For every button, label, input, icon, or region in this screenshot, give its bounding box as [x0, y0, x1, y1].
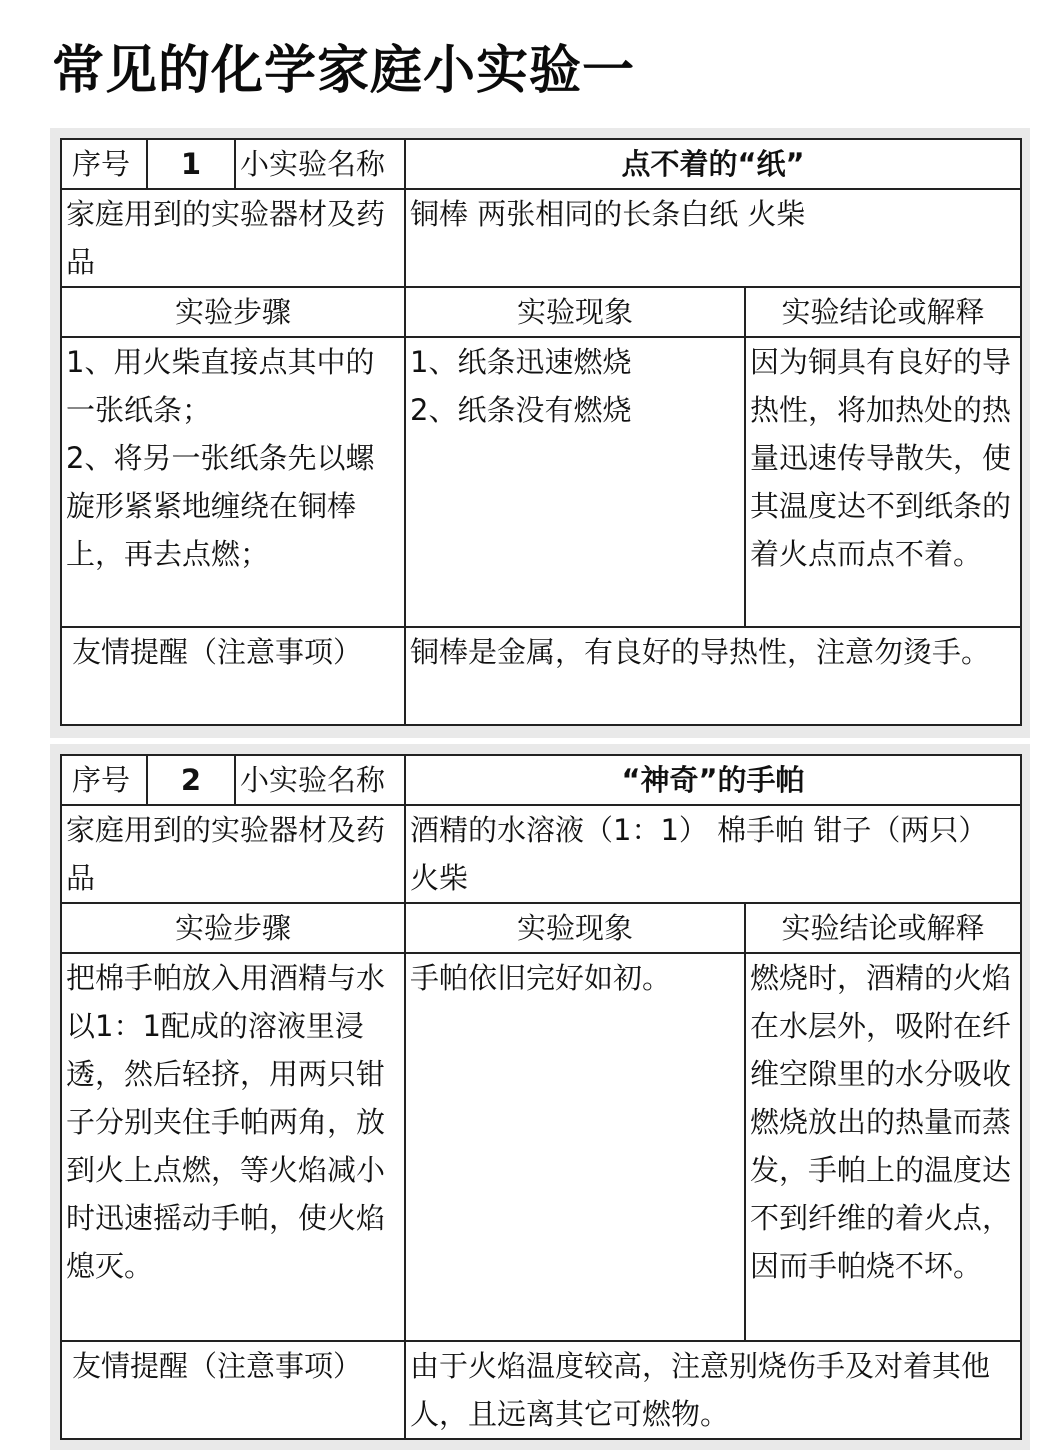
materials-label: 家庭用到的实验器材及药品 [61, 189, 405, 287]
tip-label: 友情提醒（注意事项） [61, 627, 405, 725]
steps-text: 把棉手帕放入用酒精与水以1：1配成的溶液里浸透，然后轻挤，用两只钳子分别夹住手帕两角，放到火上点燃，等火焰减小时迅速摇动手帕，使火焰熄灭。 [61, 953, 405, 1341]
steps-header: 实验步骤 [61, 287, 405, 337]
seq-label: 序号 [61, 755, 147, 805]
page-title: 常见的化学家庭小实验一 [52, 41, 636, 101]
conclusion-header: 实验结论或解释 [745, 287, 1021, 337]
seq-number: 1 [147, 139, 235, 189]
materials-label: 家庭用到的实验器材及药品 [61, 805, 405, 903]
name-label: 小实验名称 [235, 139, 405, 189]
tip-text: 铜棒是金属，有良好的导热性，注意勿烫手。 [405, 627, 1021, 725]
conclusion-text: 因为铜具有良好的导热性，将加热处的热量迅速传导散失，使其温度达不到纸条的着火点而点不着。 [745, 337, 1021, 627]
experiment-name: 点不着的“纸” [405, 139, 1021, 189]
name-label: 小实验名称 [235, 755, 405, 805]
conclusion-header: 实验结论或解释 [745, 903, 1021, 953]
phenomenon-header: 实验现象 [405, 287, 745, 337]
seq-number: 2 [147, 755, 235, 805]
conclusion-text: 燃烧时，酒精的火焰在水层外，吸附在纤维空隙里的水分吸收燃烧放出的热量而蒸发，手帕上的温度达不到纤维的着火点，因而手帕烧不坏。 [745, 953, 1021, 1341]
seq-label: 序号 [61, 139, 147, 189]
experiment-table-2 [60, 754, 1022, 1440]
experiment-card-1 [50, 128, 1030, 738]
tip-text: 由于火焰温度较高，注意别烧伤手及对着其他人，且远离其它可燃物。 [405, 1341, 1021, 1439]
steps-text: 1、用火柴直接点其中的一张纸条； 2、将另一张纸条先以螺旋形紧紧地缠绕在铜棒上，再去点燃； [61, 337, 405, 627]
materials-value: 酒精的水溶液（1：1） 棉手帕 钳子（两只） 火柴 [405, 805, 1021, 903]
tip-label: 友情提醒（注意事项） [61, 1341, 405, 1439]
phenomenon-text: 1、纸条迅速燃烧 2、纸条没有燃烧 [405, 337, 745, 627]
materials-value: 铜棒 两张相同的长条白纸 火柴 [405, 189, 1021, 287]
experiment-card-2 [50, 744, 1030, 1450]
steps-header: 实验步骤 [61, 903, 405, 953]
phenomenon-text: 手帕依旧完好如初。 [405, 953, 745, 1341]
phenomenon-header: 实验现象 [405, 903, 745, 953]
experiment-name: “神奇”的手帕 [405, 755, 1021, 805]
experiment-table-1 [60, 138, 1022, 726]
